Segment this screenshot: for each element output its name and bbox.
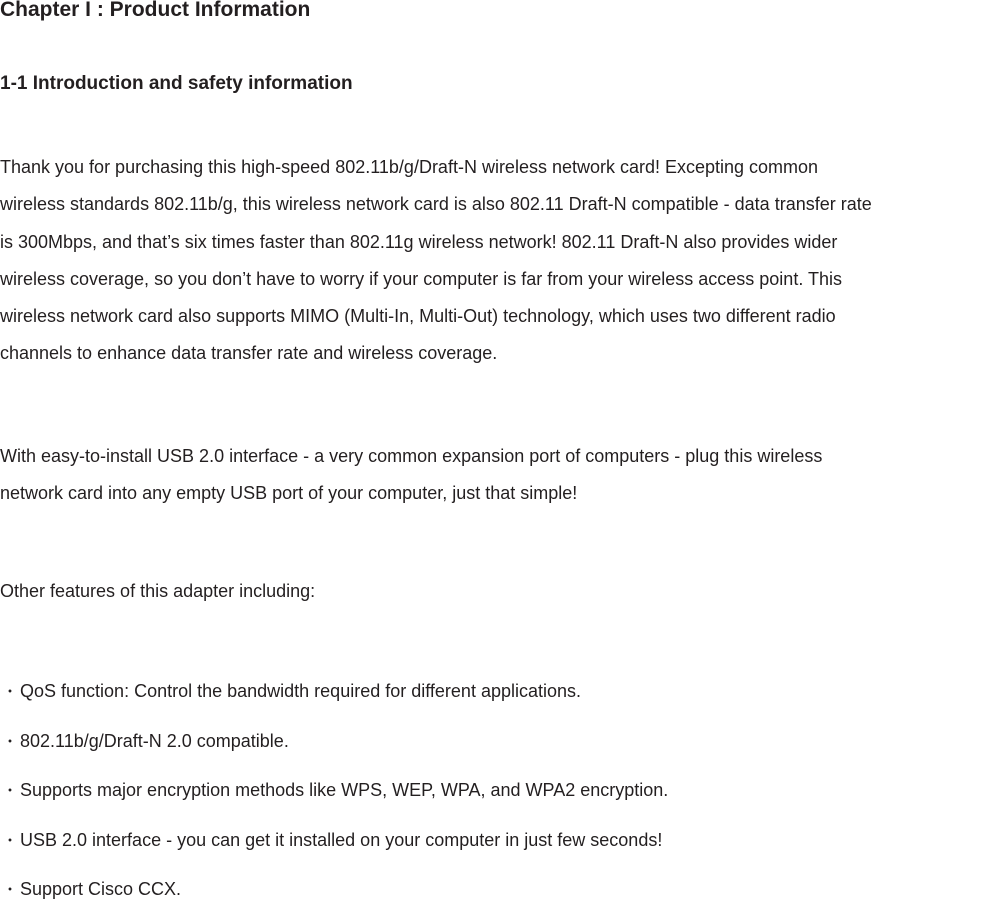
usb-paragraph xyxy=(0,438,1003,513)
paragraph-line: wireless coverage, so you don’t have to worry if your computer is far from your wireless access point. This xyxy=(0,268,843,289)
paragraph-line: With easy-to-install USB 2.0 interface - a very common expansion port of computers - plug this wireless xyxy=(0,446,823,466)
feature-text: 802.11b/g/Draft-N 2.0 compatible. xyxy=(20,730,289,751)
bullet-icon: ・ xyxy=(1,783,18,800)
feature-item xyxy=(0,872,1003,922)
paragraph-line: network card into any empty USB port of your computer, just that simple! xyxy=(0,483,578,504)
feature-item xyxy=(0,674,1003,724)
feature-text: USB 2.0 interface - you can get it installed on your computer in just few seconds! xyxy=(20,829,663,850)
features-intro-paragraph xyxy=(0,573,1003,610)
feature-text: Support Cisco CCX. xyxy=(20,879,182,899)
paragraph-line: wireless standards 802.11b/g, this wireless network card is also 802.11 Draft-N compatible - data transfer rate xyxy=(0,194,872,215)
feature-text: QoS function: Control the bandwidth required for different applications. xyxy=(20,681,582,701)
feature-text: Supports major encryption methods like WPS, WEP, WPA, and WPA2 encryption. xyxy=(20,780,669,800)
section-title: 1-1 Introduction and safety information xyxy=(0,73,353,94)
paragraph-line: Thank you for purchasing this high-speed 802.11b/g/Draft-N wireless network card! Excepting common xyxy=(0,157,819,177)
paragraph-line: Other features of this adapter including: xyxy=(0,581,316,601)
paragraph-line: wireless network card also supports MIMO (Multi-In, Multi-Out) technology, which uses two different radio xyxy=(0,306,836,327)
bullet-icon: ・ xyxy=(1,832,18,850)
bullet-icon: ・ xyxy=(1,684,18,701)
feature-list xyxy=(0,674,1003,922)
chapter-title: Chapter I : Product Information xyxy=(0,0,311,21)
intro-paragraph xyxy=(0,149,1003,373)
feature-item xyxy=(0,724,1003,774)
paragraph-line: channels to enhance data transfer rate and wireless coverage. xyxy=(0,343,498,364)
paragraph-line: is 300Mbps, and that’s six times faster than 802.11g wireless network! 802.11 Draft-N also provides wider xyxy=(0,231,838,252)
bullet-icon: ・ xyxy=(1,733,18,751)
feature-item xyxy=(0,773,1003,823)
feature-item xyxy=(0,823,1003,873)
bullet-icon: ・ xyxy=(1,882,18,899)
